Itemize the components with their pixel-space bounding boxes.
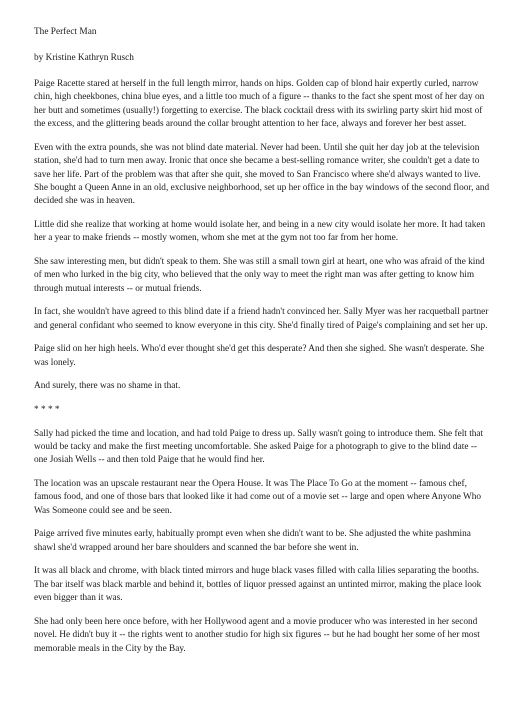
paragraph: Paige arrived five minutes early, habitually prompt even when she didn't want to be. She adjusted the white pashmina shawl she'd wrapped around her bare shoulders and scanned the bar before she went in. (34, 529, 471, 553)
document-title: The Perfect Man (34, 27, 97, 37)
paragraph: Little did she realize that working at home would isolate her, and being in a new city would isolate her more. It had taken her a year to make friends -- mostly women, whom she met at the gym not too far from her home. (34, 220, 486, 244)
paragraph: It was all black and chrome, with black tinted mirrors and huge black vases filled with calla lilies separating the booths. The bar itself was black marble and behind it, bottles of liquor pressed against an untinted mirror, making the place look even bigger than it was. (34, 566, 482, 604)
author-byline: by Kristine Kathryn Rusch (34, 53, 134, 63)
scene-break: * * * * (34, 405, 60, 416)
paragraph: And surely, there was no shame in that. (34, 381, 181, 392)
paragraph: Even with the extra pounds, she was not blind date material. Never had been. Until she quit her day job at the television station, she'd had to turn men away. Ironic that once she became a best-selling romance writer, she couldn't get a date to save her life. Part of the problem was that after she quit, she moved to San Francisco where she'd always wanted to live. She bought a Queen Anne in an old, exclusive neighborhood, set up her office in the bay windows of the second floor, and decided she was in heaven. (34, 142, 490, 207)
paragraph: Sally had picked the time and location, and had told Paige to dress up. Sally wasn't going to introduce them. She felt that would be tacky and make the first meeting uncomfortable. She asked Paige for a photograph to give to the blind date -- one Josiah Wells -- and then told Paige that he would find her. (34, 428, 484, 466)
paragraph: She had only been here once before, with her Hollywood agent and a movie producer who was interested in her second novel. He didn't buy it -- the rights went to another studio for high six figures -- but he had bought her some of her most memorable meals in the City by the Bay. (34, 616, 480, 654)
paragraph: She saw interesting men, but didn't speak to them. She was still a small town girl at heart, one who was afraid of the kind of men who lurked in the big city, who believed that the only way to meet the right man was after getting to know him through mutual interests -- or mutual friends. (34, 257, 485, 294)
paragraph: Paige slid on her high heels. Who'd ever thought she'd get this desperate? And then she sighed. She wasn't desperate. She was lonely. (34, 344, 485, 368)
paragraph: The location was an upscale restaurant near the Opera House. It was The Place To Go at the moment -- famous chef, famous food, and one of those bars that looked like it had come out of a movie set -- large and open where Anyone Who Was Someone could see and be seen. (34, 479, 482, 516)
paragraph: In fact, she wouldn't have agreed to this blind date if a friend hadn't convinced her. Sally Myer was her racquetball partner and general confidant who seemed to know everyone in this city. She'd finally tired of Paige's complaining and set her up. (34, 307, 489, 331)
paragraph: Paige Racette stared at herself in the full length mirror, hands on hips. Golden cap of blond hair expertly curled, narrow chin, high cheekbones, china blue eyes, and a little too much of a figure -- thanks to the fact she spent most of her day on her butt and sometimes (usually!) forgetting to exercise. The black cocktail dress with its swirling party skirt hid most of the excess, and the glittering beads around the collar brought attention to her face, always and forever her best asset. (34, 79, 485, 130)
